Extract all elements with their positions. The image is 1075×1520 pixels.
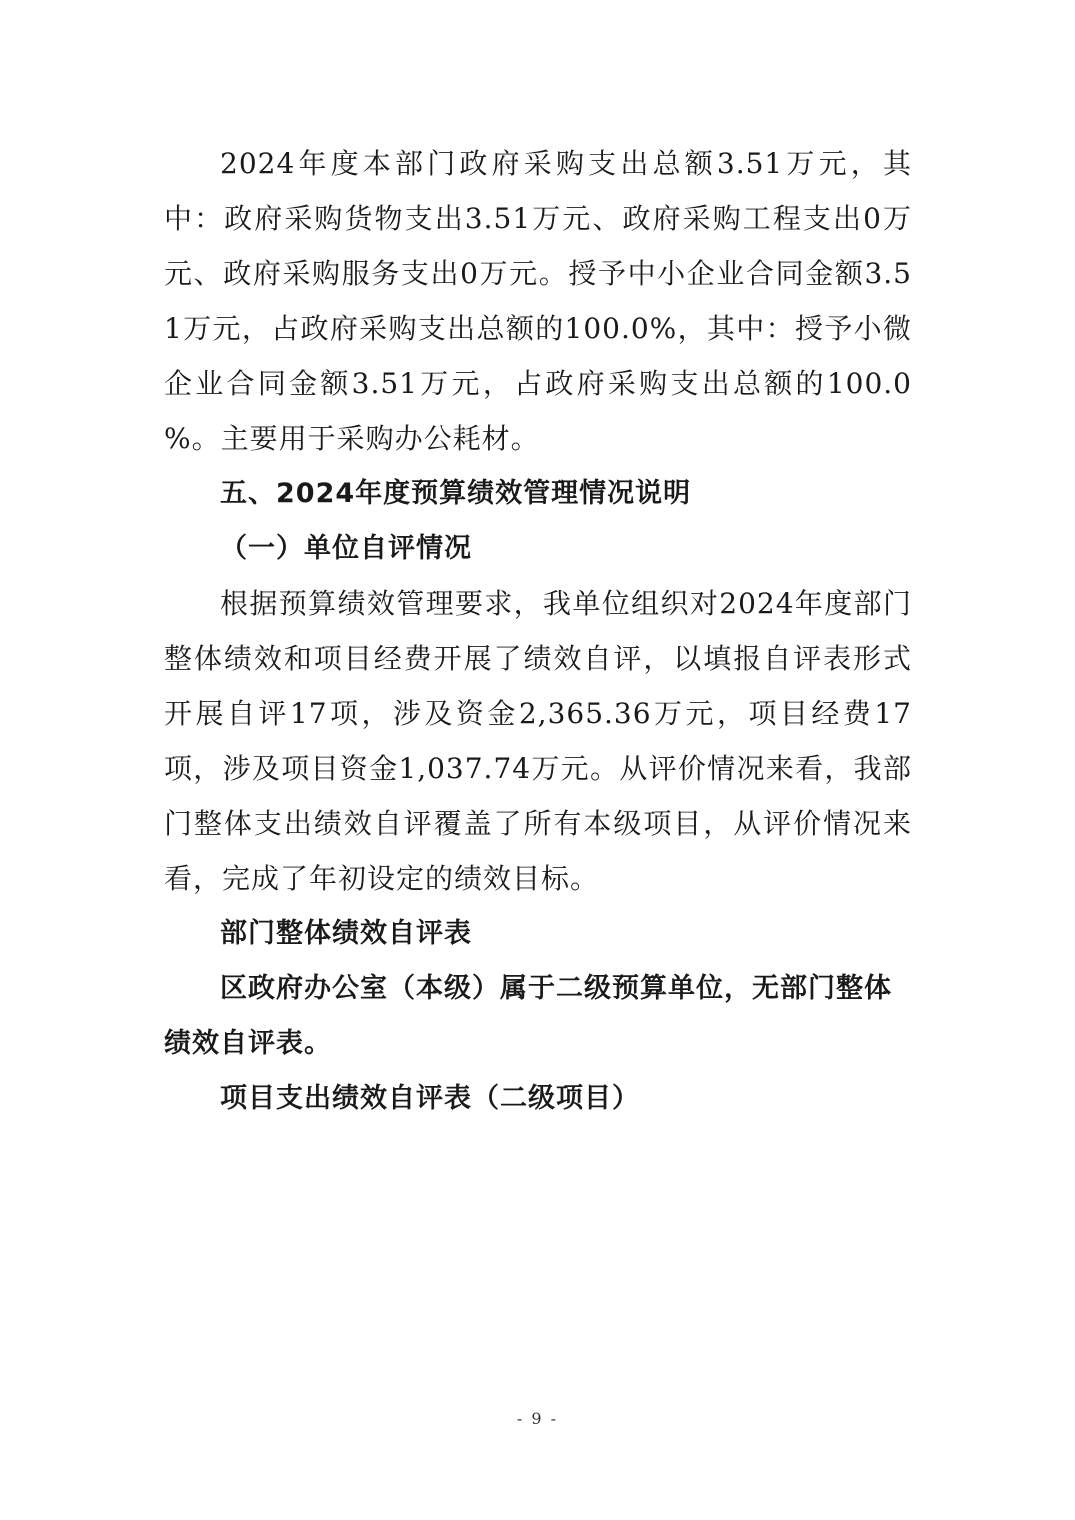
project-table-label: 项目支出绩效自评表（二级项目） [220,1083,640,1114]
dept-table-label: 部门整体绩效自评表 [220,918,472,949]
self-evaluation-paragraph: 根据预算绩效管理要求，我单位组织对2024年度部门整体绩效和项目经费开展了绩效自评，以填报自评表形式开展自评17项，涉及资金2,365.36万元，项目经费17项，涉及项目资金1,037.74万元。从评价情况来看，我部门整体支出绩效自评覆盖了所有本级项目，从评价情况来看，完成了年初设定的绩效目标。 [164,587,912,895]
document-body [164,136,912,1126]
procurement-paragraph: 2024年度本部门政府采购支出总额3.51万元，其中：政府采购货物支出3.51万元、政府采购工程支出0万元、政府采购服务支出0万元。授予中小企业合同金额3.51万元，占政府采购支出总额的100.0%，其中：授予小微企业合同金额3.51万元，占政府采购支出总额的100.0 %。主要用于采购办公耗材。 [164,147,912,455]
section-heading: 五、2024年度预算绩效管理情况说明 [220,478,692,509]
page-number: - 9 - [516,1409,559,1428]
subsection-heading: （一）单位自评情况 [220,533,472,564]
no-dept-table-paragraph: 区政府办公室（本级）属于二级预算单位，无部门整体绩效自评表。 [164,973,892,1059]
